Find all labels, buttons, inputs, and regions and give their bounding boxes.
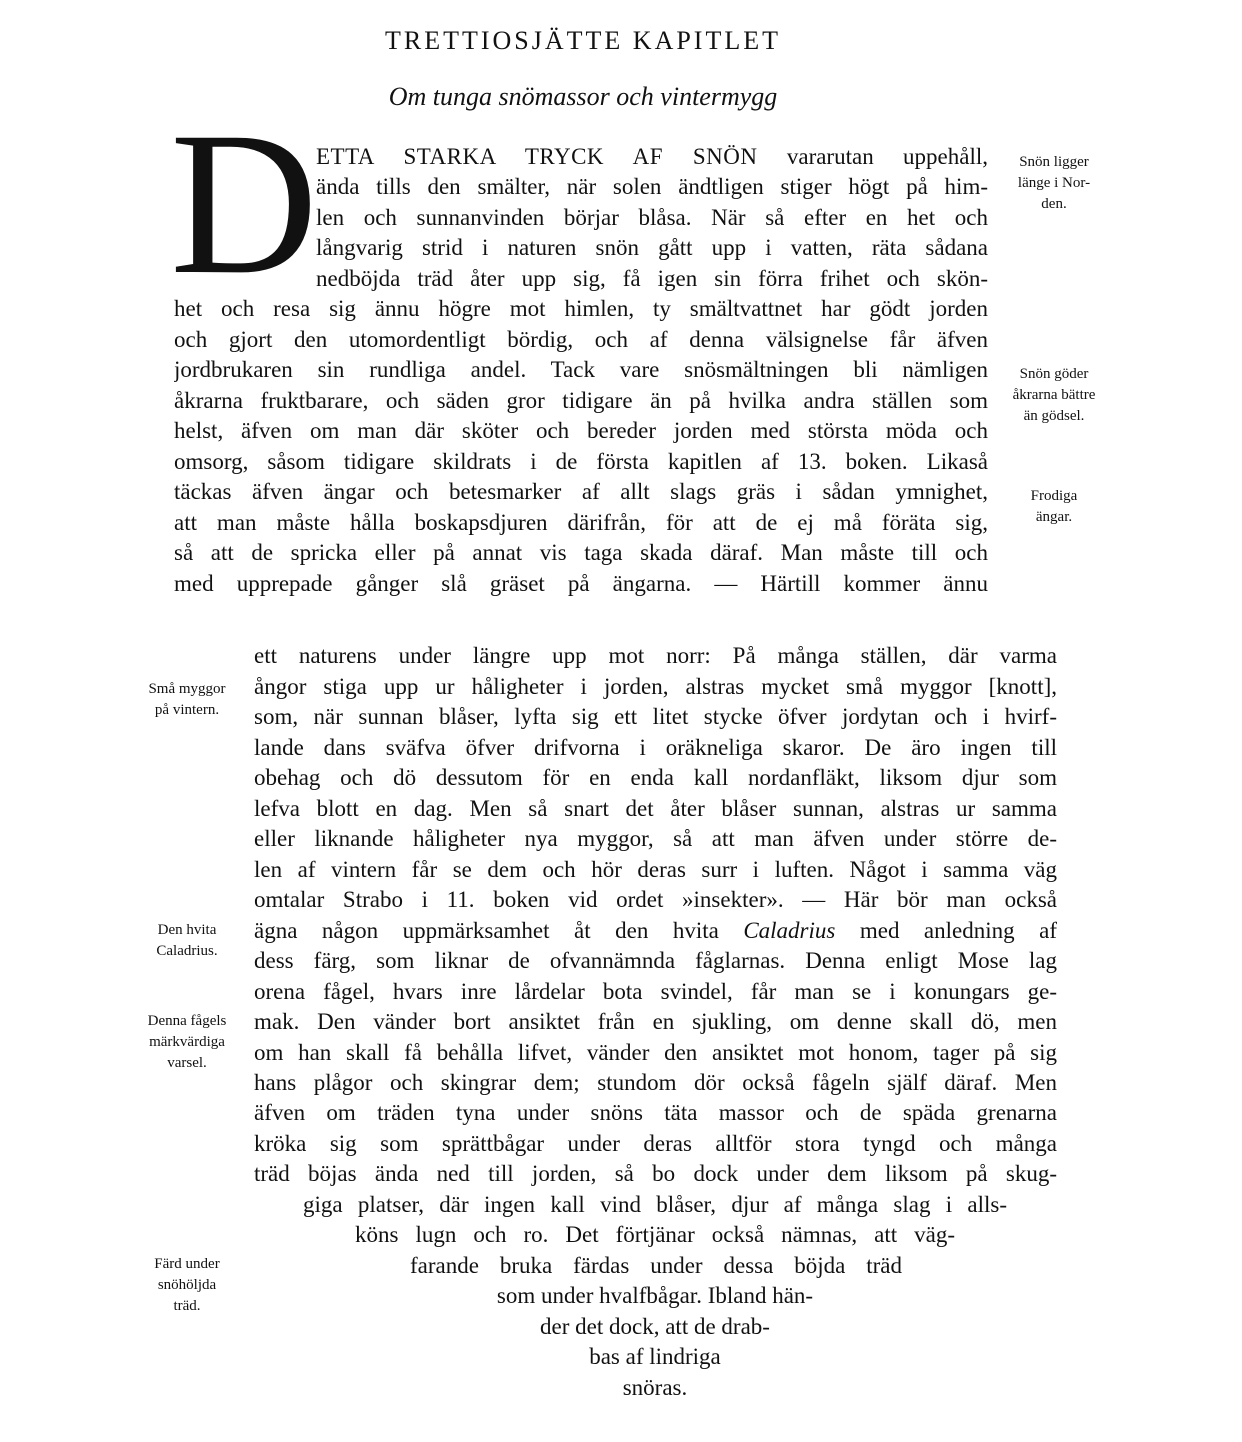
text-line: hans plågor och skingrar dem; stundom dör också fågeln själf däraf. Men [254, 1070, 1057, 1095]
text-line: het och resa sig ännu högre mot himlen, ty smältvattnet har gödt jorden [174, 296, 988, 321]
margin-note: Små myggor på vintern. [148, 681, 226, 718]
text-line: lande dans sväfva öfver drifvorna i oräkneliga skaror. De äro ingen till [254, 735, 1057, 760]
margin-note: Den hvita Caladrius. [156, 922, 218, 959]
text-line: der det dock, att de drab- [540, 1314, 770, 1339]
text-line: omsorg, såsom tidigare skildrats i de första kapitlen af 13. boken. Likaså [174, 449, 988, 474]
text-line: lefva blott en dag. Men så snart det åter blåser sunnan, alstras ur samma [254, 796, 1057, 821]
text-line [254, 916, 1057, 946]
text-line: dess färg, som liknar de ofvannämnda fåglarnas. Denna enligt Mose lag [254, 948, 1057, 973]
text-line: obehag och dö dessutom för en enda kall nordanfläkt, liksom djur som [254, 765, 1057, 790]
drop-cap: D [170, 90, 319, 317]
opening-caps: ETTA STARKA TRYCK AF SNÖN [316, 144, 758, 169]
chapter-subtitle: Om tunga snömassor och vintermygg [388, 82, 778, 111]
caladrius-after: med anledning af [835, 918, 1057, 943]
text-line: äfven om träden tyna under snöns täta massor och de späda grenarna [254, 1100, 1057, 1125]
text-line: långvarig strid i naturen snön gått upp i vatten, räta sådana [316, 235, 988, 260]
text-line: täckas äfven ängar och betesmarker af allt slags gräs i sådan ymnighet, [174, 479, 988, 504]
margin-note: Frodiga ängar. [1030, 488, 1078, 525]
text-line: jordbrukaren sin rundliga andel. Tack vare snösmältningen bli nämligen [174, 357, 988, 382]
margin-note: Denna fågels märkvärdiga varsel. [147, 1013, 227, 1071]
chapter-title: TRETTIOSJÄTTE KAPITLET [384, 26, 781, 55]
margin-note: Färd under snöhöljda träd. [154, 1256, 220, 1314]
text-line: som under hvalfbågar. Ibland hän- [496, 1283, 814, 1308]
text-line: farande bruka färdas under dessa böjda träd [410, 1253, 902, 1278]
text-line: om han skall få behålla lifvet, vänder den ansiktet mot honom, tager på sig [254, 1040, 1057, 1065]
opening-rest: vararutan uppehåll, [786, 144, 988, 169]
text-line: helst, äfven om man där sköter och bereder jorden med största möda och [174, 418, 988, 443]
text-line: bas af lindriga [589, 1344, 721, 1369]
text-line: giga platser, där ingen kall vind blåser, djur af många slag i alls- [303, 1192, 1007, 1217]
text-line: snöras. [622, 1375, 688, 1400]
text-line: ända tills den smälter, när solen ändtligen stiger högt på him- [316, 174, 988, 199]
text-line: kröka sig som sprättbågar under deras alltför stora tyngd och många [254, 1131, 1057, 1156]
text-line: mak. Den vänder bort ansiktet från en sjukling, om denne skall dö, men [254, 1009, 1057, 1034]
text-line [316, 142, 988, 172]
margin-note: Snön ligger länge i Nor- den. [1017, 154, 1091, 212]
text-line: orena fågel, hvars inre lårdelar bota svindel, får man se i konungars ge- [254, 979, 1057, 1004]
text-line: träd böjas ända ned till jorden, så bo dock under dem liksom på skug- [254, 1161, 1057, 1186]
margin-note: Snön göder åkrarna bättre än gödsel. [1012, 366, 1096, 424]
text-line: len af vintern får se dem och hör deras surr i luften. Något i samma väg [254, 857, 1057, 882]
text-line: och gjort den utomordentligt bördig, och af denna välsignelse får äfven [174, 327, 988, 352]
text-line: ångor stiga upp ur håligheter i jorden, alstras mycket små myggor [knott], [254, 674, 1057, 699]
text-line: som, när sunnan blåser, lyfta sig ett litet stycke öfver jordytan och i hvirf- [254, 704, 1057, 729]
text-line: len och sunnanvinden börjar blåsa. När så efter en het och [316, 205, 988, 230]
text-line: att man måste hålla boskapsdjuren därifrån, för att de ej må föräta sig, [174, 510, 988, 535]
text-line: omtalar Strabo i 11. boken vid ordet »insekter». — Här bör man också [254, 887, 1057, 912]
caladrius-before: ägna någon uppmärksamhet åt den hvita [254, 918, 744, 943]
caladrius-italic: Caladrius [743, 918, 836, 943]
text-line: ett naturens under längre upp mot norr: På många ställen, där varma [254, 643, 1057, 668]
text-line: eller liknande håligheter nya myggor, så att man äfven under större de- [254, 826, 1057, 851]
text-line: åkrarna fruktbarare, och säden gror tidigare än på hvilka andra ställen som [174, 388, 988, 413]
text-line: med upprepade gånger slå gräset på ängarna. — Härtill kommer ännu [174, 571, 988, 596]
text-line: så att de spricka eller på annat vis taga skada däraf. Man måste till och [174, 540, 988, 565]
text-line: nedböjda träd åter upp sig, få igen sin förra frihet och skön- [316, 266, 988, 291]
text-line: köns lugn och ro. Det förtjänar också nämnas, att väg- [355, 1222, 955, 1247]
